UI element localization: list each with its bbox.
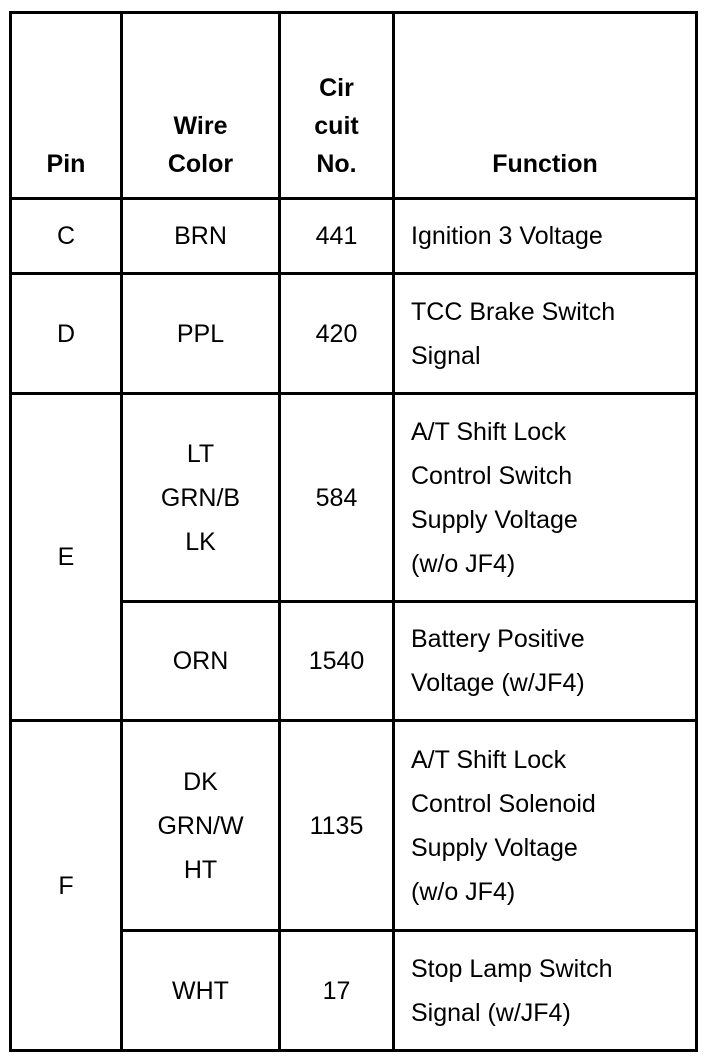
wire-color-cell: ORN xyxy=(122,602,280,721)
function-cell: Stop Lamp Switch Signal (w/JF4) xyxy=(394,931,697,1051)
circuit-no-cell: 17 xyxy=(280,931,394,1051)
circuit-no-cell: 441 xyxy=(280,199,394,274)
header-wire-color: Wire Color xyxy=(122,13,280,199)
function-cell: A/T Shift Lock Control Switch Supply Voltage (w/o JF4) xyxy=(394,394,697,602)
header-pin: Pin xyxy=(11,13,122,199)
connector-pinout-table xyxy=(9,11,698,1052)
table-row xyxy=(11,199,697,274)
function-cell: TCC Brake Switch Signal xyxy=(394,274,697,394)
wire-color-cell: PPL xyxy=(122,274,280,394)
circuit-no-cell: 1135 xyxy=(280,721,394,931)
circuit-no-cell: 1540 xyxy=(280,602,394,721)
header-function: Function xyxy=(394,13,697,199)
header-circuit-no: Cir cuit No. xyxy=(280,13,394,199)
table-row xyxy=(11,721,697,931)
function-cell: Battery Positive Voltage (w/JF4) xyxy=(394,602,697,721)
circuit-no-cell: 420 xyxy=(280,274,394,394)
wire-color-cell: BRN xyxy=(122,199,280,274)
wire-color-cell: LT GRN/B LK xyxy=(122,394,280,602)
table-row xyxy=(11,274,697,394)
pin-cell: D xyxy=(11,274,122,394)
table-header-row xyxy=(11,13,697,199)
pin-cell: F xyxy=(11,721,122,1051)
function-cell: A/T Shift Lock Control Solenoid Supply Voltage (w/o JF4) xyxy=(394,721,697,931)
table-row xyxy=(11,394,697,602)
function-cell: Ignition 3 Voltage xyxy=(394,199,697,274)
wire-color-cell: WHT xyxy=(122,931,280,1051)
pin-cell: C xyxy=(11,199,122,274)
wire-color-cell: DK GRN/W HT xyxy=(122,721,280,931)
pin-cell: E xyxy=(11,394,122,721)
circuit-no-cell: 584 xyxy=(280,394,394,602)
